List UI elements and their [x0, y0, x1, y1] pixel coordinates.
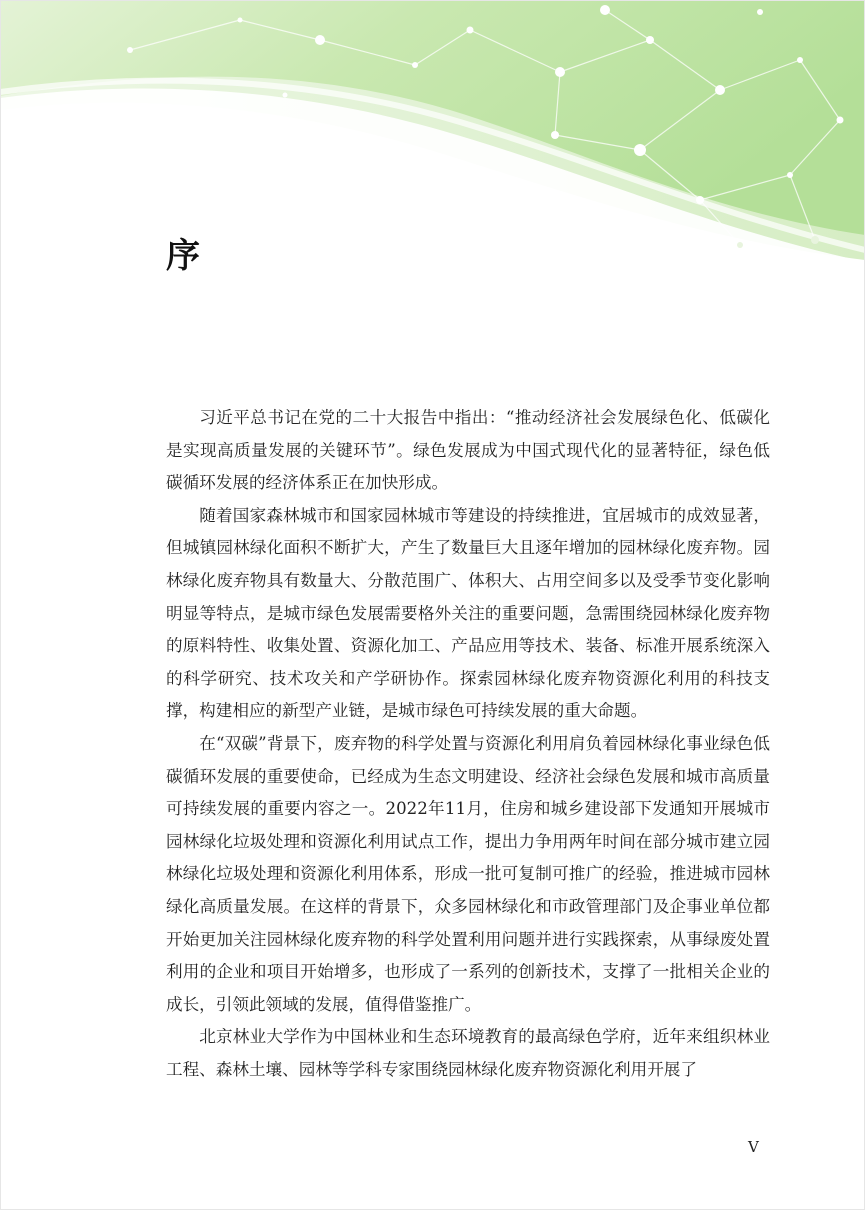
- page-number: V: [748, 1138, 759, 1156]
- paragraph-3: 在“双碳”背景下，废弃物的科学处置与资源化利用肩负着园林绿化事业绿色低碳循环发展的重要使命，已经成为生态文明建设、经济社会绿色发展和城市高质量可持续发展的重要内容之一。2022年11月，住房和城乡建设部下发通知开展城市园林绿化垃圾处理和资源化利用试点工作，提出力争用两年时间在部分城市建立园林绿化垃圾处理和资源化利用体系，形成一批可复制可推广的经验，推进城市园林绿化高质量发展。在这样的背景下，众多园林绿化和市政管理部门及企事业单位都开始更加关注园林绿化废弃物的科学处置利用问题并进行实践探索，从事绿废处置利用的企业和项目开始增多，也形成了一系列的创新技术，支撑了一批相关企业的成长，引领此领域的发展，值得借鉴推广。: [166, 733, 770, 1014]
- header-decoration: [0, 0, 865, 300]
- paragraph-2: 随着国家森林城市和国家园林城市等建设的持续推进，宜居城市的成效显著，但城镇园林绿化面积不断扩大，产生了数量巨大且逐年增加的园林绿化废弃物。园林绿化废弃物具有数量大、分散范围广、体积大、占用空间多以及受季节变化影响明显等特点，是城市绿色发展需要格外关注的重要问题，急需围绕园林绿化废弃物的原料特性、收集处置、资源化加工、产品应用等技术、装备、标准开展系统深入的科学研究、技术攻关和产学研协作。探索园林绿化废弃物资源化利用的科技支撑，构建相应的新型产业链，是城市绿色可持续发展的重大命题。: [166, 505, 770, 721]
- paragraph-4: 北京林业大学作为中国林业和生态环境教育的最高绿色学府，近年来组织林业工程、森林土壤、园林等学科专家围绕园林绿化废弃物资源化利用开展了: [166, 1027, 770, 1079]
- preface-body: [166, 402, 770, 1086]
- preface-title: 序: [166, 236, 202, 276]
- paragraph-1: 习近平总书记在党的二十大报告中指出：“推动经济社会发展绿色化、低碳化是实现高质量发展的关键环节”。绿色发展成为中国式现代化的显著特征，绿色低碳循环发展的经济体系正在加快形成。: [166, 408, 770, 493]
